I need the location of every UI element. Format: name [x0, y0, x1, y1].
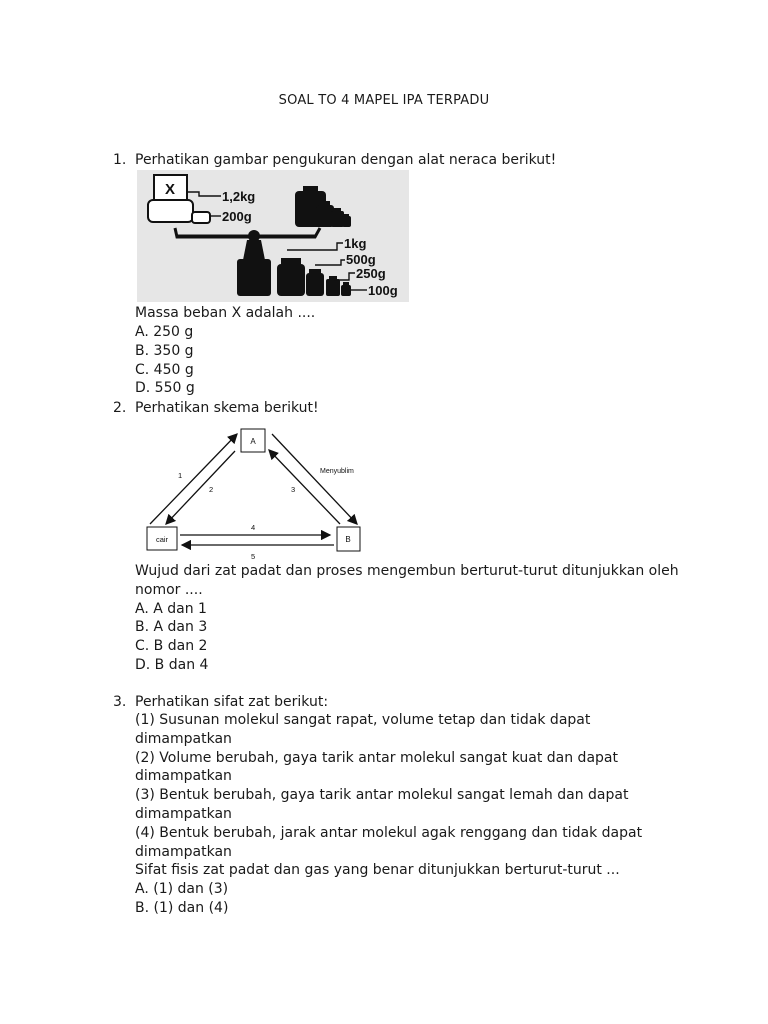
box-cair-label: cair: [155, 535, 169, 544]
label-500g: 500g: [346, 252, 376, 267]
q3-line: (2) Volume berubah, gaya tarik antar molekul sangat kuat dan dapat: [135, 749, 618, 766]
label-4: 4: [251, 523, 256, 532]
q3-question: Perhatikan sifat zat berikut:: [135, 694, 329, 710]
q3-line: dimampatkan: [135, 730, 232, 747]
label-250g: 250g: [356, 266, 386, 281]
q2-prompt-line2: nomor ....: [135, 581, 203, 598]
page-title: SOAL TO 4 MAPEL IPA TERPADU: [278, 93, 490, 108]
q2-body: [135, 562, 679, 675]
q3-line: dimampatkan: [135, 768, 232, 785]
weight-200g: [192, 212, 210, 223]
q3-body: [135, 711, 642, 918]
arrow-2: [166, 451, 235, 524]
q2-option-b: B. A dan 3: [135, 619, 208, 636]
label-200g: 200g: [222, 209, 252, 224]
q2-prompt-line1: Wujud dari zat padat dan proses mengembun berturut-turut ditunjukkan oleh: [135, 563, 679, 579]
q3-option-a: A. (1) dan (3): [135, 881, 229, 898]
box-a-label: A: [250, 437, 256, 446]
q3-line: dimampatkan: [135, 843, 232, 860]
label-3: 3: [291, 485, 296, 494]
q1-option-c: C. 450 g: [135, 361, 194, 378]
box-x-label: X: [164, 181, 176, 198]
label-1-2kg: 1,2kg: [222, 189, 256, 204]
q3-number: 3.: [113, 694, 127, 710]
q1-option-a: A. 250 g: [135, 324, 194, 340]
q1-option-b: B. 350 g: [135, 342, 194, 359]
state-change-diagram: [140, 420, 380, 565]
q2-question: Perhatikan skema berikut!: [135, 400, 319, 416]
weight-1-2kg: [148, 200, 193, 222]
q3-line: (4) Bentuk berubah, jarak antar molekul agak renggang dan tidak dapat: [135, 824, 643, 841]
q2-option-a: A. A dan 1: [135, 600, 207, 617]
q3-prompt: Sifat fisis zat padat dan gas yang benar ditunjukkan berturut-turut ...: [135, 862, 620, 879]
label-2: 2: [209, 485, 214, 494]
q2-option-d: D. B dan 4: [135, 656, 209, 673]
q1-question: Perhatikan gambar pengukuran dengan alat neraca berikut!: [135, 152, 557, 168]
q1-prompt: Massa beban X adalah ....: [135, 305, 316, 321]
q3-line: dimampatkan: [135, 805, 232, 822]
q1-number: 1.: [113, 152, 127, 168]
q2-number: 2.: [113, 400, 127, 416]
q2-option-c: C. B dan 2: [135, 638, 208, 655]
label-1kg: 1kg: [344, 236, 367, 251]
q3-line: (3) Bentuk berubah, gaya tarik antar molekul sangat lemah dan dapat: [135, 787, 629, 804]
q1-options: [135, 323, 195, 398]
label-100g: 100g: [368, 283, 398, 298]
box-b-label: B: [345, 535, 351, 544]
arrow-menyublim: [272, 434, 357, 524]
arrow-1: [150, 434, 237, 524]
q3-line: (1) Susunan molekul sangat rapat, volume tetap dan tidak dapat: [135, 712, 591, 728]
q3-option-b: B. (1) dan (4): [135, 899, 229, 916]
arrow-3: [269, 450, 340, 524]
balance-scale-figure: [137, 170, 409, 302]
label-menyublim: Menyublim: [320, 468, 354, 475]
label-1: 1: [178, 471, 183, 480]
label-5: 5: [251, 552, 256, 561]
q1-option-d: D. 550 g: [135, 380, 195, 397]
